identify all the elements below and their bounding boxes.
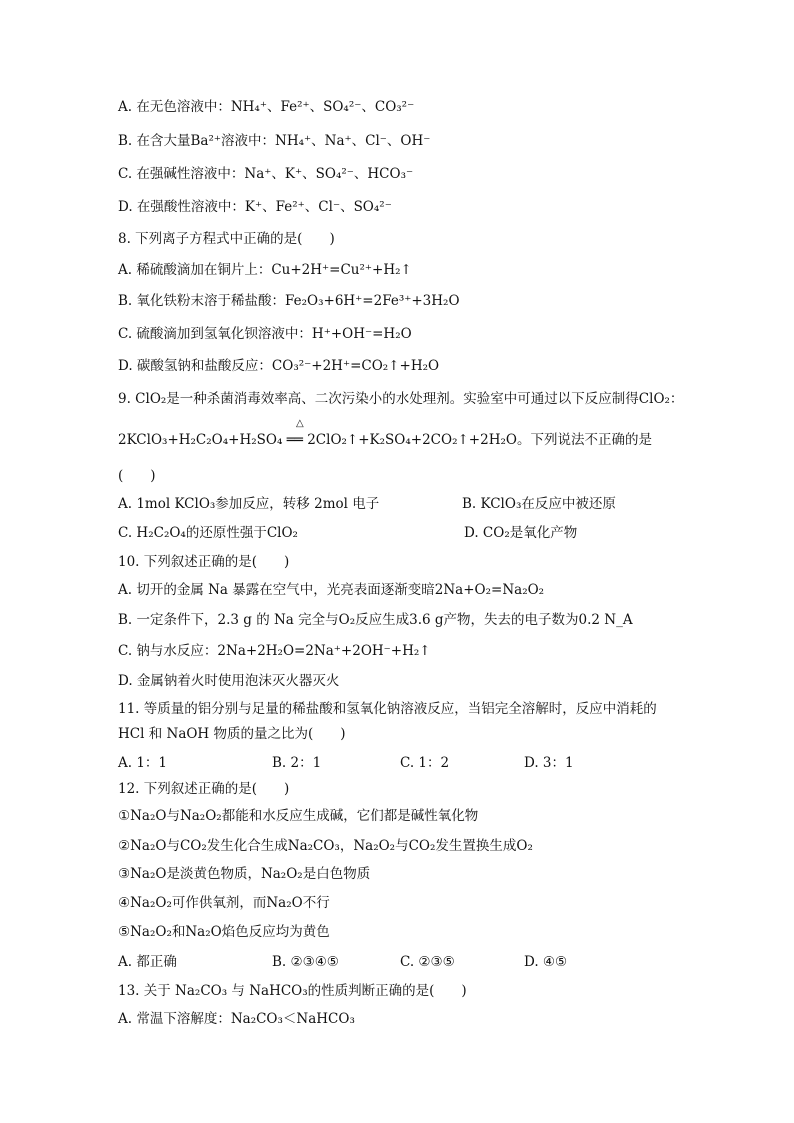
- q9-option-d: D. CO₂是氧化产物: [464, 525, 578, 541]
- q9-heat-symbol: △: [296, 418, 304, 429]
- q13-stem: 13. 关于 Na₂CO₃ 与 NaHCO₃的性质判断正确的是( ): [118, 983, 467, 999]
- q12-option-c: C. ②③⑤: [400, 954, 455, 970]
- q8-option-c: C. 硫酸滴加到氢氧化钡溶液中：H⁺+OH⁻=H₂O: [118, 326, 412, 342]
- q12-statement-5: ⑤Na₂O₂和Na₂O焰色反应均为黄色: [118, 924, 330, 940]
- q11-option-a: A. 1：1: [118, 755, 168, 771]
- q7-option-c: C. 在强碱性溶液中：Na⁺、K⁺、SO₄²⁻、HCO₃⁻: [118, 166, 414, 182]
- q7-option-b: B. 在含大量Ba²⁺溶液中：NH₄⁺、Na⁺、Cl⁻、OH⁻: [118, 133, 431, 149]
- q11-stem-line2: HCl 和 NaOH 物质的量之比为( ): [118, 726, 346, 742]
- q12-statement-4: ④Na₂O₂可作供氧剂，而Na₂O不行: [118, 895, 330, 911]
- q12-option-b: B. ②③④⑤: [272, 954, 339, 970]
- q8-option-b: B. 氧化铁粉末溶于稀盐酸：Fe₂O₃+6H⁺=2Fe³⁺+3H₂O: [118, 293, 460, 309]
- q10-option-b: B. 一定条件下，2.3 g 的 Na 完全与O₂反应生成3.6 g产物，失去的电子数为0.2 N_A: [118, 612, 633, 628]
- q11-stem-line1: 11. 等质量的铝分别与足量的稀盐酸和氢氧化钠溶液反应，当铝完全溶解时，反应中消耗的: [118, 701, 657, 717]
- q8-option-d: D. 碳酸氢钠和盐酸反应：CO₃²⁻+2H⁺=CO₂↑+H₂O: [118, 358, 440, 374]
- q8-stem: 8. 下列离子方程式中正确的是( ): [118, 231, 335, 247]
- q9-stem: 9. ClO₂是一种杀菌消毒效率高、二次污染小的水处理剂。实验室中可通过以下反应制得ClO₂：: [118, 391, 684, 407]
- q9-equation: 2KClO₃+H₂C₂O₄+H₂SO₄ ══ 2ClO₂↑+K₂SO₄+2CO₂↑+2H₂O。下列说法不正确的是: [118, 432, 652, 448]
- q9-answer-paren: ( ): [118, 468, 156, 484]
- q12-statement-2: ②Na₂O与CO₂发生化合生成Na₂CO₃，Na₂O₂与CO₂发生置换生成O₂: [118, 838, 533, 854]
- q10-stem: 10. 下列叙述正确的是( ): [118, 554, 290, 570]
- q12-option-d: D. ④⑤: [524, 954, 568, 970]
- q9-option-b: B. KClO₃在反应中被还原: [462, 496, 616, 512]
- q11-option-c: C. 1：2: [400, 755, 450, 771]
- q12-option-a: A. 都正确: [118, 954, 177, 970]
- q12-statement-1: ①Na₂O与Na₂O₂都能和水反应生成碱，它们都是碱性氧化物: [118, 808, 479, 824]
- q11-option-d: D. 3：1: [524, 755, 574, 771]
- q9-option-c: C. H₂C₂O₄的还原性强于ClO₂: [118, 525, 298, 541]
- q11-option-b: B. 2：1: [272, 755, 322, 771]
- q13-option-a: A. 常温下溶解度：Na₂CO₃＜NaHCO₃: [118, 1011, 355, 1027]
- q12-statement-3: ③Na₂O是淡黄色物质，Na₂O₂是白色物质: [118, 866, 371, 882]
- q7-option-a: A. 在无色溶液中：NH₄⁺、Fe²⁺、SO₄²⁻、CO₃²⁻: [118, 99, 415, 115]
- q12-stem: 12. 下列叙述正确的是( ): [118, 781, 290, 797]
- q9-option-a: A. 1mol KClO₃参加反应，转移 2mol 电子: [118, 496, 380, 512]
- q7-option-d: D. 在强酸性溶液中：K⁺、Fe²⁺、Cl⁻、SO₄²⁻: [118, 199, 392, 215]
- q10-option-c: C. 钠与水反应：2Na+2H₂O=2Na⁺+2OH⁻+H₂↑: [118, 643, 431, 659]
- q10-option-d: D. 金属钠着火时使用泡沫灭火器灭火: [118, 673, 340, 689]
- q10-option-a: A. 切开的金属 Na 暴露在空气中，光亮表面逐渐变暗2Na+O₂=Na₂O₂: [118, 582, 545, 598]
- q8-option-a: A. 稀硫酸滴加在铜片上：Cu+2H⁺=Cu²⁺+H₂↑: [118, 262, 412, 278]
